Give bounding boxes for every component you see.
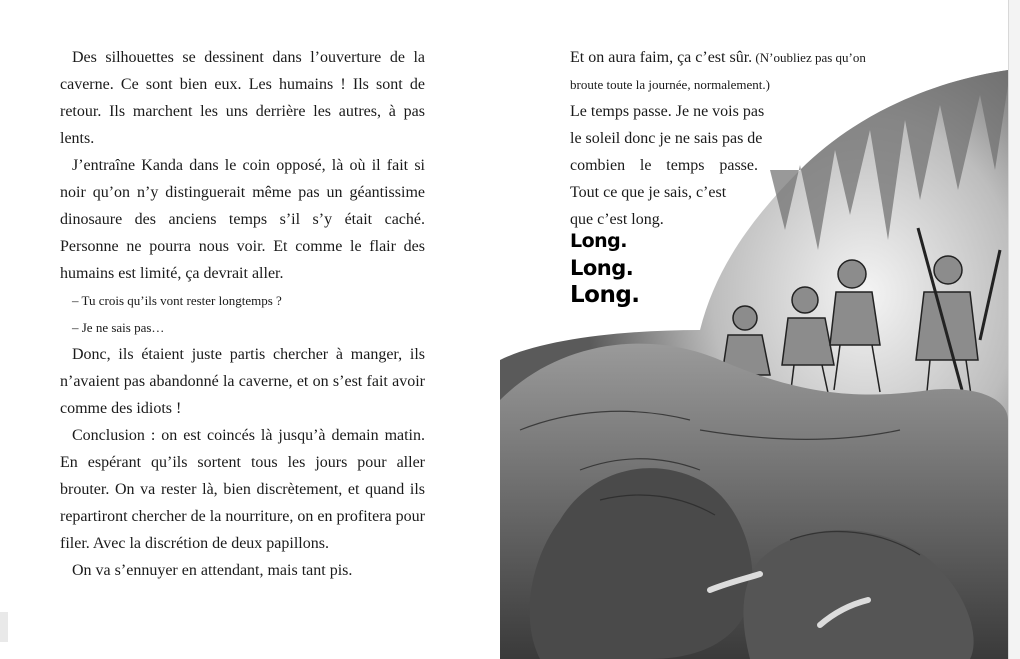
right-page (500, 0, 1008, 659)
dialogue-line: – Tu crois qu’ils vont rester longtemps ? (72, 293, 282, 308)
long-word: Long. (570, 282, 640, 308)
text-line: que c’est long. (570, 211, 664, 228)
left-page-text (60, 44, 425, 584)
text-line: le soleil donc je ne sais pas de (570, 130, 763, 147)
page-edge-mark (0, 612, 8, 642)
text-line: Et on aura faim, ça c’est sûr. (N’oubliez pas qu’on (570, 49, 866, 66)
paragraph: J’entraîne Kanda dans le coin opposé, là où il fait si noir qu’on n’y distinguerait même pas un géantissime dinosaure des anciens temps s’il s’y était caché. Personne ne pourra nous voir. Et comme le flair des humains est limité, ça devrait aller. (60, 157, 425, 282)
text-line: broute toute la journée, normalement.) (570, 77, 770, 92)
dialogue-line: – Je ne sais pas… (72, 320, 165, 335)
text-line: combien le temps passe. (570, 157, 758, 174)
paragraph: Donc, ils étaient juste partis chercher à manger, ils n’avaient pas abandonné la caverne, et on s’est fait avoir comme des idiots ! (60, 346, 425, 417)
long-lettering (570, 228, 640, 309)
scrollbar-track[interactable] (1008, 0, 1020, 659)
right-page-text (570, 44, 930, 233)
paragraph: Conclusion : on est coincés là jusqu’à demain matin. En espérant qu’ils sortent tous les jours pour aller brouter. On va rester là, bien discrètement, et quand ils repartiront chercher de la nourriture, on en profitera pour filer. Avec la discrétion de deux papillons. (60, 427, 425, 552)
left-page (0, 0, 500, 659)
text-line: Le temps passe. Je ne vois pas (570, 103, 765, 120)
text-line: Tout ce que je sais, c’est (570, 184, 727, 201)
paragraph: Des silhouettes se dessinent dans l’ouverture de la caverne. Ce sont bien eux. Les humains ! Ils sont de retour. Ils marchent les uns derrière les autres, à pas lents. (60, 49, 425, 147)
paragraph: On va s’ennuyer en attendant, mais tant pis. (72, 562, 353, 579)
long-word: Long. (570, 230, 628, 252)
long-word: Long. (570, 256, 634, 280)
